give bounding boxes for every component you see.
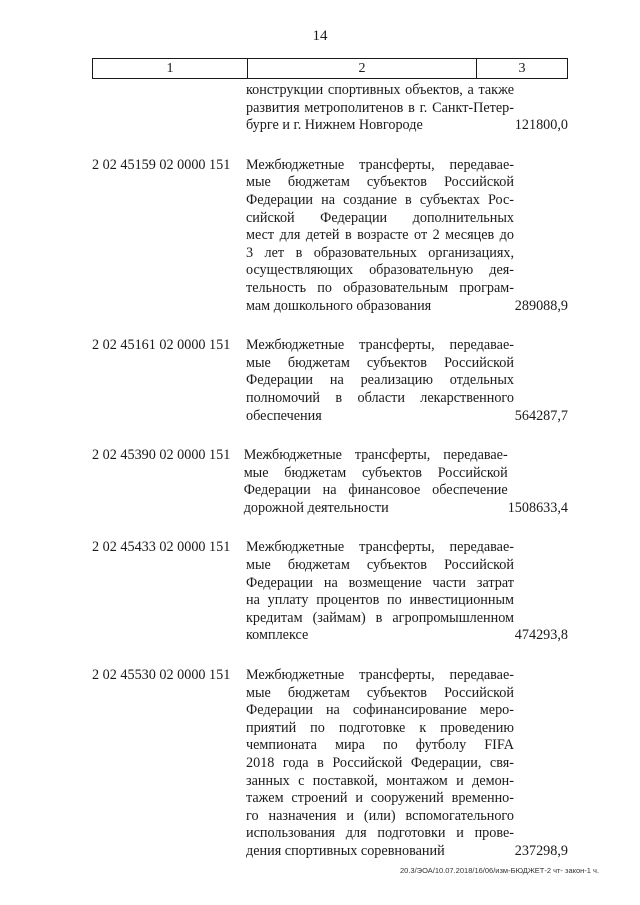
table-body xyxy=(92,82,568,861)
description-line: 2018 года в Российской Федерации, свя- xyxy=(246,755,514,771)
description-line: 3 лет в образовательных организациях, xyxy=(246,244,514,261)
description-line: дорожной деятельности xyxy=(243,499,389,516)
document-reference: 20.3/ЭОА/10.07.2018/16/06/изм-БЮДЖЕТ-2 чт- закон-1 ч. xyxy=(400,866,600,875)
description-line: комплексе xyxy=(246,627,309,644)
description-line: мые бюджетам субъектов Российской xyxy=(246,557,514,574)
amount-value: 474293,8 xyxy=(514,627,568,644)
table-row xyxy=(92,157,568,315)
table-row xyxy=(92,447,568,517)
transfer-description xyxy=(246,82,514,135)
transfer-description xyxy=(246,667,514,861)
budget-code: 2 02 45161 02 0000 151 xyxy=(92,337,231,354)
amount-value: 121800,0 xyxy=(514,117,568,134)
table-row xyxy=(92,667,568,861)
description-line: Межбюджетные трансферты, передавае- xyxy=(243,447,508,464)
description-line: конструкции спортивных объектов, а также xyxy=(246,82,514,98)
description-line: бурге и г. Нижнем Новгороде xyxy=(246,117,423,134)
description-line: полномочий в области лекарственного xyxy=(246,389,514,406)
description-line: Межбюджетные трансферты, передавае- xyxy=(246,667,514,684)
description-line: чемпионата мира по футболу FIFA xyxy=(246,737,514,754)
budget-code: 2 02 45390 02 0000 151 xyxy=(92,447,231,464)
description-line: Федерации на реализацию отдельных xyxy=(246,372,514,389)
transfer-description xyxy=(244,447,508,517)
description-line: мые бюджетам субъектов Российской xyxy=(246,174,514,191)
table-row xyxy=(92,82,568,135)
description-line: дения спортивных соревнований xyxy=(246,842,445,859)
transfer-description xyxy=(246,157,514,315)
description-line: тажем строений и сооружений временно- xyxy=(246,790,514,807)
description-line: Федерации на финансовое обеспечение xyxy=(243,482,508,499)
budget-code: 2 02 45530 02 0000 151 xyxy=(92,667,231,684)
description-line: использования для подготовки и прове- xyxy=(246,825,514,842)
transfer-description xyxy=(246,539,514,645)
description-line: занных с поставкой, монтажом и демон- xyxy=(246,772,514,789)
amount-value: 237298,9 xyxy=(514,842,568,859)
header-col-1: 1 xyxy=(93,59,248,78)
amount-value: 564287,7 xyxy=(514,407,568,424)
description-line: Межбюджетные трансферты, передавае- xyxy=(246,337,514,354)
amount-value: 289088,9 xyxy=(514,297,568,314)
description-line: го назначения и (или) вспомогательного xyxy=(246,807,514,824)
description-line: обеспечения xyxy=(246,407,322,424)
description-line: Межбюджетные трансферты, передавае- xyxy=(246,539,514,556)
description-line: мест для детей в возрасте от 2 месяцев до xyxy=(246,227,514,244)
description-line: мые бюджетам субъектов Российской xyxy=(243,464,508,481)
header-col-3: 3 xyxy=(518,60,526,76)
amount-value: 1508633,4 xyxy=(507,499,568,516)
description-line: мые бюджетам субъектов Российской xyxy=(246,684,514,701)
table-header xyxy=(92,58,568,79)
description-line: Федерации на создание в субъектах Рос- xyxy=(246,191,514,208)
description-line: кредитам (займам) в агропромышленном xyxy=(246,609,514,626)
description-line: приятий по подготовке к проведению xyxy=(246,719,514,736)
table-row xyxy=(92,539,568,645)
description-line: сийской Федерации дополнительных xyxy=(246,209,514,226)
budget-code xyxy=(92,82,246,135)
header-col-2: 2 xyxy=(248,59,477,78)
budget-code: 2 02 45433 02 0000 151 xyxy=(92,539,231,556)
description-line: Федерации на возмещение части затрат xyxy=(246,574,514,591)
description-line: Федерации на софинансирование меро- xyxy=(246,702,514,719)
description-line: мам дошкольного образования xyxy=(246,297,432,314)
transfer-description xyxy=(246,337,514,425)
description-line: тельность по образовательным програм- xyxy=(246,279,514,296)
description-line: осуществляющих образовательную дея- xyxy=(246,262,514,279)
description-line: мые бюджетам субъектов Российской xyxy=(246,354,514,371)
table-row xyxy=(92,337,568,425)
description-line: Межбюджетные трансферты, передавае- xyxy=(246,156,514,173)
page-number: 14 xyxy=(312,28,328,44)
budget-code: 2 02 45159 02 0000 151 xyxy=(92,156,231,173)
description-line: на уплату процентов по инвестиционным xyxy=(246,592,514,609)
description-line: развития метрополитенов в г. Санкт-Петер- xyxy=(246,99,514,116)
